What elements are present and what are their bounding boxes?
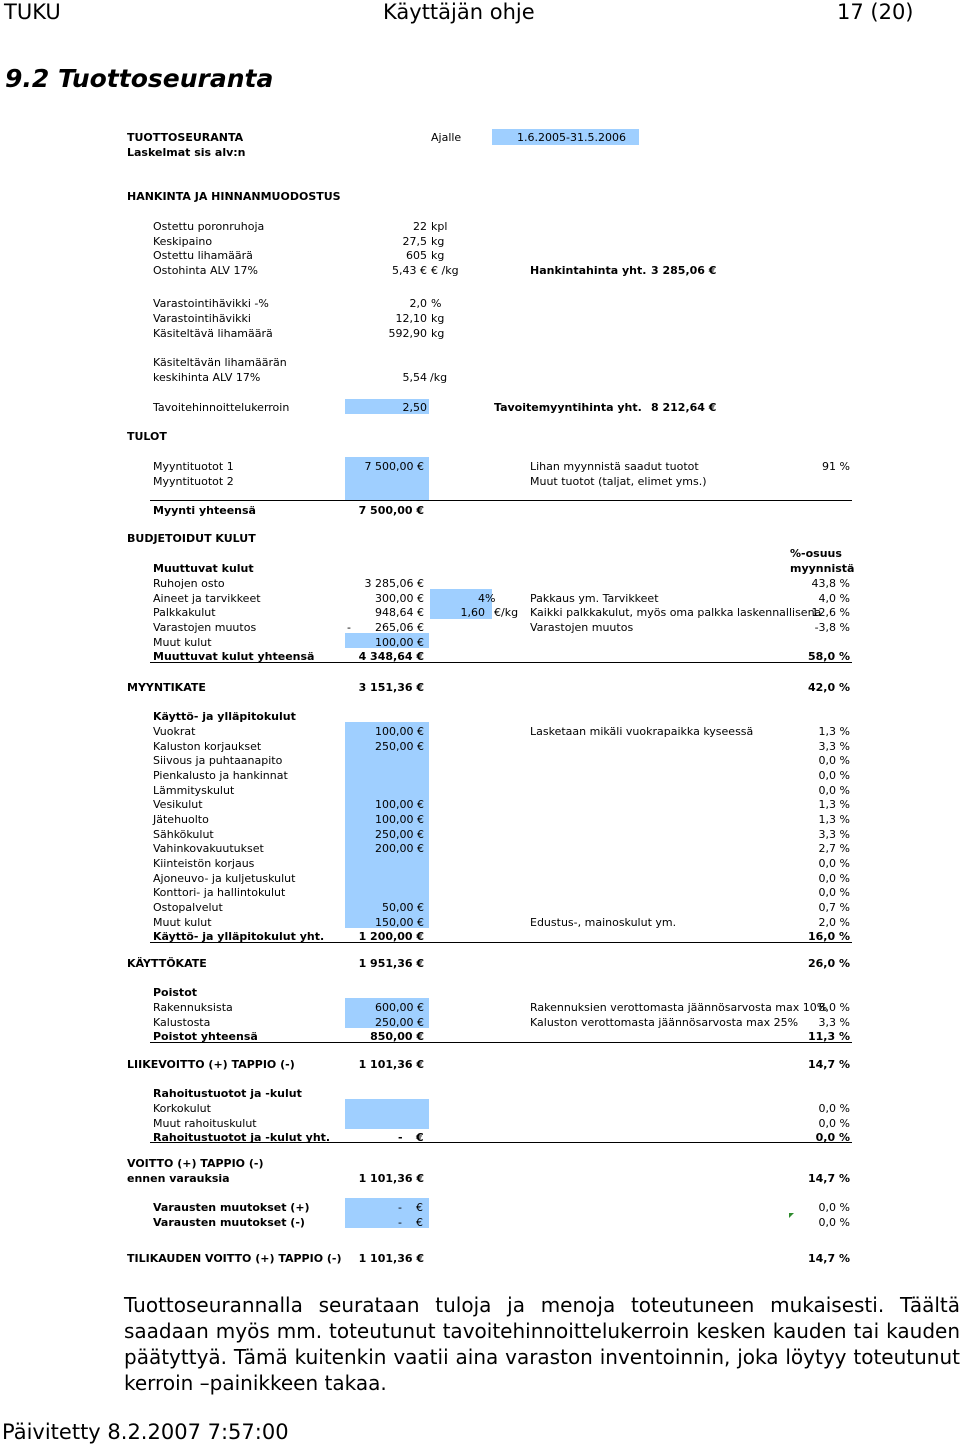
sheet-title: TUOTTOSEURANTA bbox=[127, 131, 244, 144]
varaukset-row-unit: € bbox=[416, 1201, 423, 1214]
storage-row-label: Käsiteltävä lihamäärä bbox=[153, 327, 273, 340]
sheet-subtitle: Laskelmat sis alv:n bbox=[127, 146, 246, 159]
hankinta-row-unit: kg bbox=[431, 234, 445, 248]
kayttokate-label: KÄYTTÖKATE bbox=[127, 957, 207, 970]
storage-row-value: 12,10 bbox=[395, 312, 427, 325]
hankinta-row-label: Ostettu lihamäärä bbox=[153, 249, 253, 263]
kaytto-total-pct: 16,0 % bbox=[808, 930, 850, 943]
kaytto-row-value[interactable]: 200,00 € bbox=[375, 842, 424, 856]
storage-row-unit: % bbox=[431, 297, 442, 310]
varaukset-row-label: Varausten muutokset (-) bbox=[153, 1216, 305, 1229]
budj-row-label: Varastojen muutos bbox=[153, 621, 257, 635]
budj-row-value: 3 285,06 € bbox=[364, 577, 424, 590]
varaukset-row-label: Varausten muutokset (+) bbox=[153, 1201, 310, 1214]
kaytto-row-pct: 0,0 % bbox=[818, 783, 850, 797]
budj-row-extra[interactable]: 4 bbox=[478, 591, 485, 605]
rahoitus-row-label: Muut rahoituskulut bbox=[153, 1117, 257, 1130]
budj-row-value: 265,06 € bbox=[375, 621, 424, 635]
hankinta-row-unit: kg bbox=[431, 249, 445, 263]
muuttuvat-total-value: 4 348,64 € bbox=[358, 650, 424, 663]
varaukset-row-value[interactable]: - bbox=[398, 1216, 402, 1229]
poistot-row-pct: 8,0 % bbox=[818, 1001, 850, 1014]
kaytto-row-pct: 0,0 % bbox=[818, 871, 850, 885]
rahoitus-row-pct: 0,0 % bbox=[818, 1102, 850, 1115]
budj-row-value: 948,64 € bbox=[375, 606, 424, 620]
storage-row-value: 2,0 bbox=[409, 297, 427, 310]
kayttokate-pct: 26,0 % bbox=[808, 957, 850, 970]
rahoitus-row-pct: 0,0 % bbox=[818, 1117, 850, 1130]
hankinta-title: HANKINTA JA HINNANMUODOSTUS bbox=[127, 190, 341, 203]
avg-label-1: Käsiteltävän lihamäärän bbox=[153, 356, 287, 369]
hankinta-row-label: Keskipaino bbox=[153, 234, 213, 248]
poistot-row-value[interactable]: 250,00 € bbox=[375, 1016, 424, 1029]
period-value[interactable]: 1.6.2005-31.5.2006 bbox=[517, 131, 626, 144]
voitto-label-1: VOITTO (+) TAPPIO (-) bbox=[127, 1157, 264, 1170]
muuttuvat-title: Muuttuvat kulut bbox=[153, 562, 254, 575]
avg-label-2: keskihinta ALV 17% bbox=[153, 371, 261, 384]
budj-row-pct: 43,8 % bbox=[811, 577, 850, 590]
storage-row-label: Varastointihävikki bbox=[153, 312, 251, 325]
kaytto-row-value[interactable]: 250,00 € bbox=[375, 739, 424, 753]
kaytto-row-label: Konttori- ja hallintokulut bbox=[153, 886, 286, 900]
rahoitus-title: Rahoitustuotot ja -kulut bbox=[153, 1087, 302, 1100]
avg-unit: /kg bbox=[430, 371, 448, 384]
header-left: TUKU bbox=[4, 0, 61, 24]
tulot-row-label: Myyntituotot 1 bbox=[153, 460, 234, 473]
tulot-title: TULOT bbox=[127, 430, 167, 443]
budj-row-value: 300,00 € bbox=[375, 591, 424, 605]
hankinta-row-value: 605 bbox=[406, 249, 427, 263]
myynti-total-value: 7 500,00 € bbox=[358, 504, 424, 517]
kaytto-row-pct: 3,3 % bbox=[818, 827, 850, 841]
kaytto-row-value[interactable]: 50,00 € bbox=[382, 900, 424, 914]
hankinta-row-label: Ostettu poronruhoja bbox=[153, 220, 265, 233]
hankinta-row-value: 5,43 € bbox=[392, 263, 427, 277]
kaytto-row-label: Kiinteistön korjaus bbox=[153, 856, 255, 870]
liikevoitto-value: 1 101,36 € bbox=[358, 1058, 424, 1071]
poistot-row-pct: 3,3 % bbox=[818, 1016, 850, 1029]
poistot-total-pct: 11,3 % bbox=[808, 1030, 850, 1043]
kaytto-row-label: Siivous ja puhtaanapito bbox=[153, 754, 283, 768]
header-page-number: 17 (20) bbox=[837, 0, 914, 24]
period-label: Ajalle bbox=[431, 131, 462, 144]
hankintahinta-value: 3 285,06 € bbox=[651, 264, 717, 277]
coef-label: Tavoitehinnoittelukerroin bbox=[153, 401, 290, 414]
storage-row-unit: kg bbox=[431, 312, 445, 325]
rahoitus-total-unit: € bbox=[416, 1131, 424, 1144]
kaytto-row-label: Jätehuolto bbox=[153, 812, 209, 826]
minus-sign: - bbox=[347, 621, 351, 634]
storage-row-label: Varastointihävikki -% bbox=[153, 297, 269, 310]
kaytto-row-label: Ostopalvelut bbox=[153, 900, 223, 914]
liikevoitto-pct: 14,7 % bbox=[808, 1058, 850, 1071]
kaytto-row-label: Kaluston korjaukset bbox=[153, 739, 262, 753]
tulot-row-value[interactable]: 7 500,00 € bbox=[364, 460, 424, 473]
varaukset-row-pct: 0,0 % bbox=[818, 1216, 850, 1229]
voitto-label-2: ennen varauksia bbox=[127, 1172, 230, 1185]
budj-row-label: Muut kulut bbox=[153, 635, 212, 649]
divider-tulot bbox=[150, 500, 852, 501]
pct-header-2: myynnistä bbox=[790, 562, 855, 575]
kaytto-row-pct: 0,0 % bbox=[818, 768, 850, 782]
kaytto-row-label: Ajoneuvo- ja kuljetuskulut bbox=[153, 871, 296, 885]
kaytto-row-note: Edustus-, mainoskulut ym. bbox=[530, 915, 677, 929]
budj-row-pct: -3,8 % bbox=[814, 621, 850, 635]
budj-row-extra[interactable]: 1,60 bbox=[460, 606, 485, 620]
kaytto-row-label: Lämmityskulut bbox=[153, 783, 235, 797]
hankinta-row-label: Ostohinta ALV 17% bbox=[153, 263, 258, 277]
poistot-row-label: Kalustosta bbox=[153, 1016, 211, 1029]
myyntikate-label: MYYNTIKATE bbox=[127, 681, 206, 694]
kaytto-row-note: Lasketaan mikäli vuokrapaikka kyseessä bbox=[530, 725, 754, 738]
kaytto-row-label: Pienkalusto ja hankinnat bbox=[153, 768, 288, 782]
kaytto-row-label: Muut kulut bbox=[153, 915, 212, 929]
header-center: Käyttäjän ohje bbox=[383, 0, 535, 24]
kaytto-row-pct: 0,0 % bbox=[818, 754, 850, 768]
varaukset-row-value[interactable]: - bbox=[398, 1201, 402, 1214]
budj-row-note: Varastojen muutos bbox=[530, 621, 634, 635]
kaytto-row-pct: 0,0 % bbox=[818, 856, 850, 870]
budjetoidut-title: BUDJETOIDUT KULUT bbox=[127, 532, 256, 545]
coef-value[interactable]: 2,50 bbox=[402, 401, 427, 414]
tilikauden-label: TILIKAUDEN VOITTO (+) TAPPIO (-) bbox=[127, 1252, 342, 1265]
tulot-row-note: Muut tuotot (taljat, elimet yms.) bbox=[530, 475, 707, 488]
rahoitus-total-label: Rahoitustuotot ja -kulut yht. bbox=[153, 1131, 331, 1144]
kaytto-row-pct: 1,3 % bbox=[818, 725, 850, 738]
hankinta-row-value: 27,5 bbox=[402, 234, 427, 248]
target-value: 8 212,64 € bbox=[651, 401, 717, 414]
varaukset-row-unit: € bbox=[416, 1216, 423, 1229]
muuttuvat-total-pct: 58,0 % bbox=[808, 650, 850, 663]
tilikauden-pct: 14,7 % bbox=[808, 1252, 850, 1265]
budj-row-label: Aineet ja tarvikkeet bbox=[153, 591, 261, 605]
voitto-pct: 14,7 % bbox=[808, 1172, 850, 1185]
varaukset-row-pct: 0,0 % bbox=[818, 1201, 850, 1214]
budj-row-extra-unit: €/kg bbox=[494, 606, 519, 620]
hankinta-row-value: 22 bbox=[413, 220, 427, 233]
kaytto-row-pct: 0,7 % bbox=[818, 900, 850, 914]
rahoitus-total-pct: 0,0 % bbox=[815, 1131, 850, 1144]
storage-row-unit: kg bbox=[431, 327, 445, 340]
kaytto-row-pct: 3,3 % bbox=[818, 739, 850, 753]
section-title: 9.2 Tuottoseuranta bbox=[5, 64, 274, 93]
poistot-row-label: Rakennuksista bbox=[153, 1001, 233, 1014]
rahoitus-total-value: - bbox=[398, 1131, 403, 1144]
myyntikate-pct: 42,0 % bbox=[808, 681, 850, 694]
rahoitus-row-label: Korkokulut bbox=[153, 1102, 211, 1115]
tilikauden-value: 1 101,36 € bbox=[358, 1252, 424, 1265]
kayttokate-value: 1 951,36 € bbox=[358, 957, 424, 970]
myyntikate-value: 3 151,36 € bbox=[358, 681, 424, 694]
updated-footer: Päivitetty 8.2.2007 7:57:00 bbox=[2, 1420, 289, 1444]
description-paragraph: Tuottoseurannalla seurataan tuloja ja menoja toteutuneen mukaisesti. Täältä saadaan myös mm. toteutunut tavoitehinnoittelukerroin kesken kauden tai kauden päätyttyä. Tämä kuitenkin vaatii aina varaston inventoinnin, joka löytyy toteutunut kerroin –painikkeen takaa. bbox=[124, 1293, 960, 1395]
kaytto-row-pct: 1,3 % bbox=[818, 812, 850, 826]
voitto-value: 1 101,36 € bbox=[358, 1172, 424, 1185]
poistot-title: Poistot bbox=[153, 986, 198, 999]
hankinta-row-unit: kpl bbox=[431, 220, 448, 233]
budj-row-label: Ruhojen osto bbox=[153, 577, 225, 590]
kaytto-row-pct: 1,3 % bbox=[818, 798, 850, 812]
kaytto-row-label: Vahinkovakuutukset bbox=[153, 842, 264, 856]
budj-row-extra-unit: % bbox=[485, 591, 496, 605]
poistot-total-value: 850,00 € bbox=[370, 1030, 424, 1043]
liikevoitto-label: LIIKEVOITTO (+) TAPPIO (-) bbox=[127, 1058, 295, 1071]
kaytto-title: Käyttö- ja ylläpitokulut bbox=[153, 710, 296, 723]
budj-row-pct: 4,0 % bbox=[818, 591, 850, 605]
rahoitus-input-fill[interactable] bbox=[345, 1099, 429, 1129]
tulot-row-label: Myyntituotot 2 bbox=[153, 475, 234, 488]
muuttuvat-total-label: Muuttuvat kulut yhteensä bbox=[153, 650, 315, 663]
kaytto-row-value[interactable]: 100,00 € bbox=[375, 798, 424, 812]
budj-row-label: Palkkakulut bbox=[153, 606, 216, 620]
budj-row-pct: 12,6 % bbox=[811, 606, 850, 620]
kaytto-total-label: Käyttö- ja ylläpitokulut yht. bbox=[153, 930, 325, 943]
kaytto-row-pct: 2,7 % bbox=[818, 842, 850, 856]
budj-row-note: Pakkaus ym. Tarvikkeet bbox=[530, 591, 659, 605]
kaytto-row-label: Vesikulut bbox=[153, 798, 203, 812]
poistot-row-note: Rakennuksien verottomasta jäännösarvosta max 10% bbox=[530, 1001, 828, 1014]
tulot-row-pct: 91 % bbox=[822, 460, 850, 473]
budj-row-value: 100,00 € bbox=[375, 635, 424, 649]
kaytto-row-pct: 0,0 % bbox=[818, 886, 850, 900]
kaytto-row-value[interactable]: 100,00 € bbox=[375, 812, 424, 826]
myynti-total-label: Myynti yhteensä bbox=[153, 504, 256, 517]
poistot-total-label: Poistot yhteensä bbox=[153, 1030, 258, 1043]
kaytto-row-value[interactable]: 150,00 € bbox=[375, 915, 424, 929]
poistot-row-note: Kaluston verottomasta jäännösarvosta max 25% bbox=[530, 1016, 799, 1029]
kaytto-row-pct: 2,0 % bbox=[818, 915, 850, 929]
budj-row-note: Kaikki palkkakulut, myös oma palkka laskennallisena bbox=[530, 606, 822, 620]
pct-header-1: %-osuus bbox=[790, 547, 842, 560]
storage-row-value: 592,90 bbox=[388, 327, 427, 340]
kaytto-row-label: Vuokrat bbox=[153, 725, 196, 738]
kaytto-row-value[interactable]: 250,00 € bbox=[375, 827, 424, 841]
avg-value: 5,54 bbox=[402, 371, 427, 384]
kaytto-row-value[interactable]: 100,00 € bbox=[375, 725, 424, 738]
kaytto-total-value: 1 200,00 € bbox=[358, 930, 424, 943]
target-label: Tavoitemyyntihinta yht. bbox=[494, 401, 642, 414]
poistot-row-value[interactable]: 600,00 € bbox=[375, 1001, 424, 1014]
tulot-row-note: Lihan myynnistä saadut tuotot bbox=[530, 460, 699, 473]
kaytto-row-label: Sähkökulut bbox=[153, 827, 214, 841]
hankintahinta-label: Hankintahinta yht. bbox=[530, 264, 647, 277]
hankinta-row-unit: € /kg bbox=[431, 263, 459, 277]
